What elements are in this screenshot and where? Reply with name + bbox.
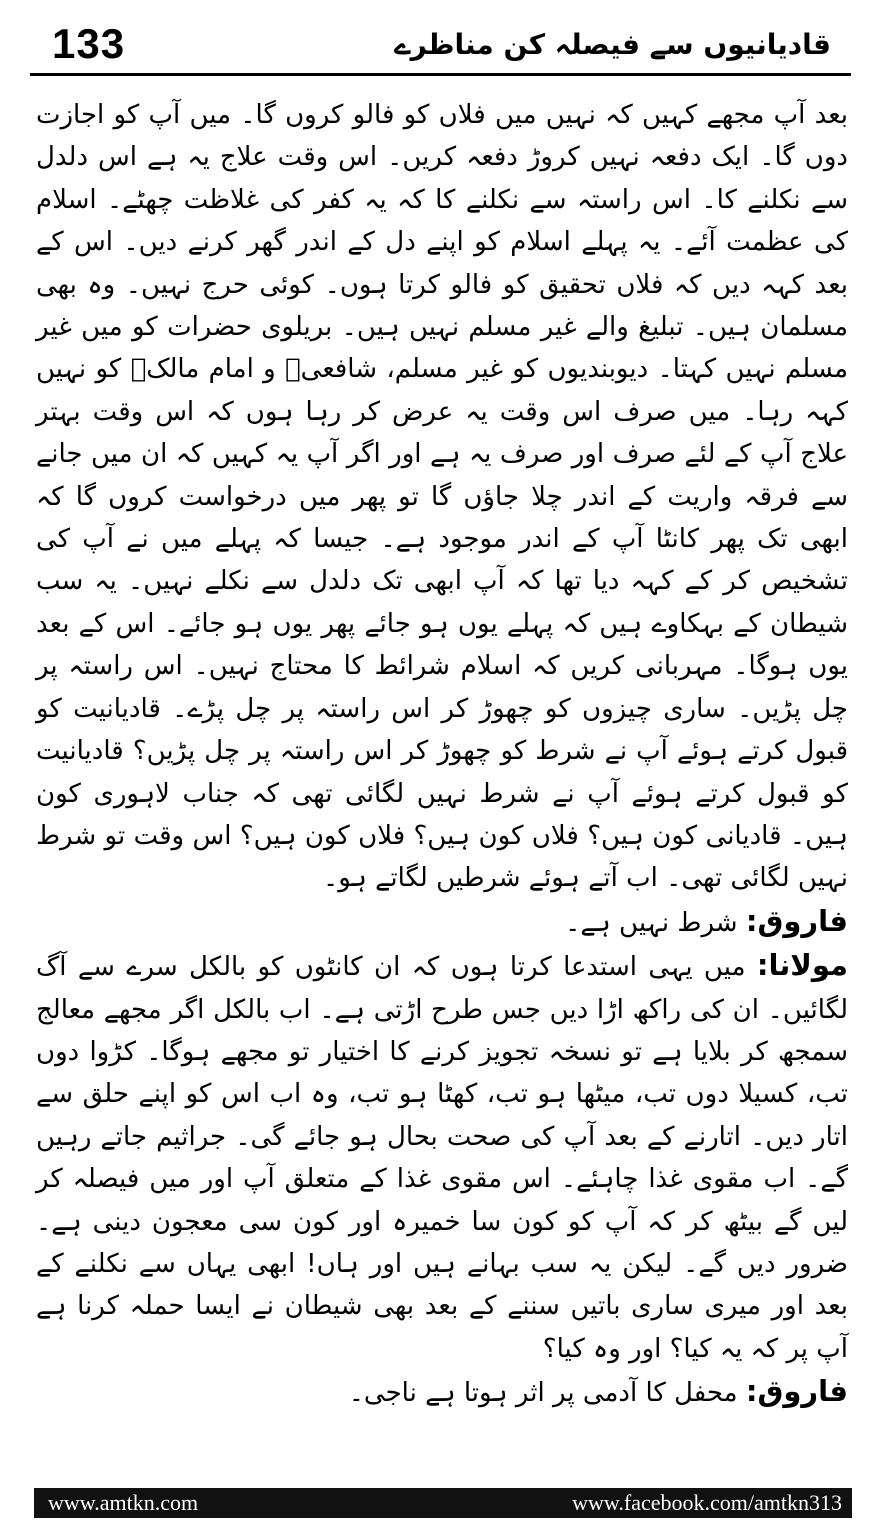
- page-body: [36, 94, 848, 1415]
- facebook-link[interactable]: www.facebook.com/amtkn313: [572, 1490, 842, 1515]
- page-number: 133: [52, 20, 126, 67]
- dialogue-line: [36, 900, 848, 944]
- dialogue-text: شرط نہیں ہے۔: [565, 907, 738, 938]
- website-link[interactable]: www.amtkn.com: [48, 1490, 199, 1515]
- dialogue-line: [36, 944, 848, 1370]
- dialogue-text: میں یہی استدعا کرتا ہوں کہ ان کانٹوں کو بالکل سرے سے آگ لگائیں۔ ان کی راکھ اڑا دیں جس طرح اڑتی ہے۔ اب بالکل اگر مجھے معالج سمجھ کر بلایا ہے تو نسخہ تجویز کرنے کا اختیار تو مجھے ہوگا۔ کڑوا دوں تب، کسیلا دوں تب، میٹھا ہو تب، کھٹا ہو تب، وہ اب اس کو اپنے حلق سے اتار دیں۔ اتارنے کے بعد آپ کی صحت بحال ہو جائے گی۔ جراثیم جاتے رہیں گے۔ اب مقوی غذا چاہئے۔ اس مقوی غذا کے متعلق آپ اور میں فیصلہ کر لیں گے بیٹھ کر کہ آپ کو کون سا خمیرہ اور کون سی معجون دینی ہے۔ ضرور دیں گے۔ لیکن یہ سب بہانے ہیں اور ہاں! ابھی یہاں سے نکلنے کے بعد اور میری ساری باتیں سننے کے بعد بھی شیطان نے ایسا حملہ کرنا ہے آپ پر کہ یہ کیا؟ اور وہ کیا؟: [36, 952, 848, 1364]
- dialogue-text: محفل کا آدمی پر اثر ہوتا ہے ناجی۔: [348, 1378, 738, 1409]
- page-footer: [34, 1488, 852, 1518]
- header-rule: [30, 73, 851, 76]
- page-header: [30, 14, 851, 76]
- speaker-label: فاروق:: [745, 1374, 848, 1409]
- dialogue-line: [36, 1370, 848, 1414]
- running-title: قادیانیوں سے فیصلہ کن مناظرے: [394, 28, 831, 61]
- speaker-label: فاروق:: [745, 903, 848, 938]
- speaker-label: مولانا:: [756, 948, 848, 983]
- body-paragraph: بعد آپ مجھے کہیں کہ نہیں میں فلاں کو فالو کروں گا۔ میں آپ کو اجازت دوں گا۔ ایک دفعہ نہیں کروڑ دفعہ کریں۔ اس وقت علاج یہ ہے اس دلدل سے نکلنے کا۔ اس راستہ سے نکلنے کا کہ یہ کفر کی غلاظت چھٹے۔ اسلام کی عظمت آئے۔ یہ پہلے اسلام کو اپنے دل کے اندر گھر کرنے دیں۔ اس کے بعد کہہ دیں کہ فلاں تحقیق کو فالو کرتا ہوں۔ کوئی حرج نہیں۔ وہ بھی مسلمان ہیں۔ تبلیغ والے غیر مسلم نہیں ہیں۔ بریلوی حضرات کو میں غیر مسلم نہیں کہتا۔ دیوبندیوں کو غیر مسلم، شافعیؒ و امام مالکؒ کو نہیں کہہ رہا۔ میں صرف اس وقت یہ عرض کر رہا ہوں کہ اس وقت بہتر علاج آپ کے لئے صرف اور صرف یہ ہے اور اگر آپ یہ کہیں کہ ان میں جانے سے فرقہ واریت کے اندر چلا جاؤں گا تو پھر میں درخواست کروں گا کہ ابھی تک پھر کانٹا آپ کے اندر موجود ہے۔ جیسا کہ پہلے میں نے آپ کی تشخیص کر کے کہہ دیا تھا کہ آپ ابھی تک دلدل سے نکلے نہیں۔ یہ سب شیطان کے بہکاوے ہیں کہ پہلے یوں ہو جائے پھر یوں ہو جائے۔ اس کے بعد یوں ہوگا۔ مہربانی کریں کہ اسلام شرائط کا محتاج نہیں۔ اس راستہ پر چل پڑیں۔ ساری چیزوں کو چھوڑ کر اس راستہ پر چل پڑے۔ قادیانیت کو قبول کرتے ہوئے آپ نے شرط کو چھوڑ کر اس راستہ پر چل پڑیں؟ قادیانیت کو قبول کرتے ہوئے آپ نے شرط نہیں لگائی تھی کہ جناب لاہوری کون ہیں۔ قادیانی کون ہیں؟ فلاں کون ہیں؟ فلاں کون ہیں؟ اس وقت تو شرط نہیں لگائی تھی۔ اب آتے ہوئے شرطیں لگاتے ہو۔: [36, 100, 848, 894]
